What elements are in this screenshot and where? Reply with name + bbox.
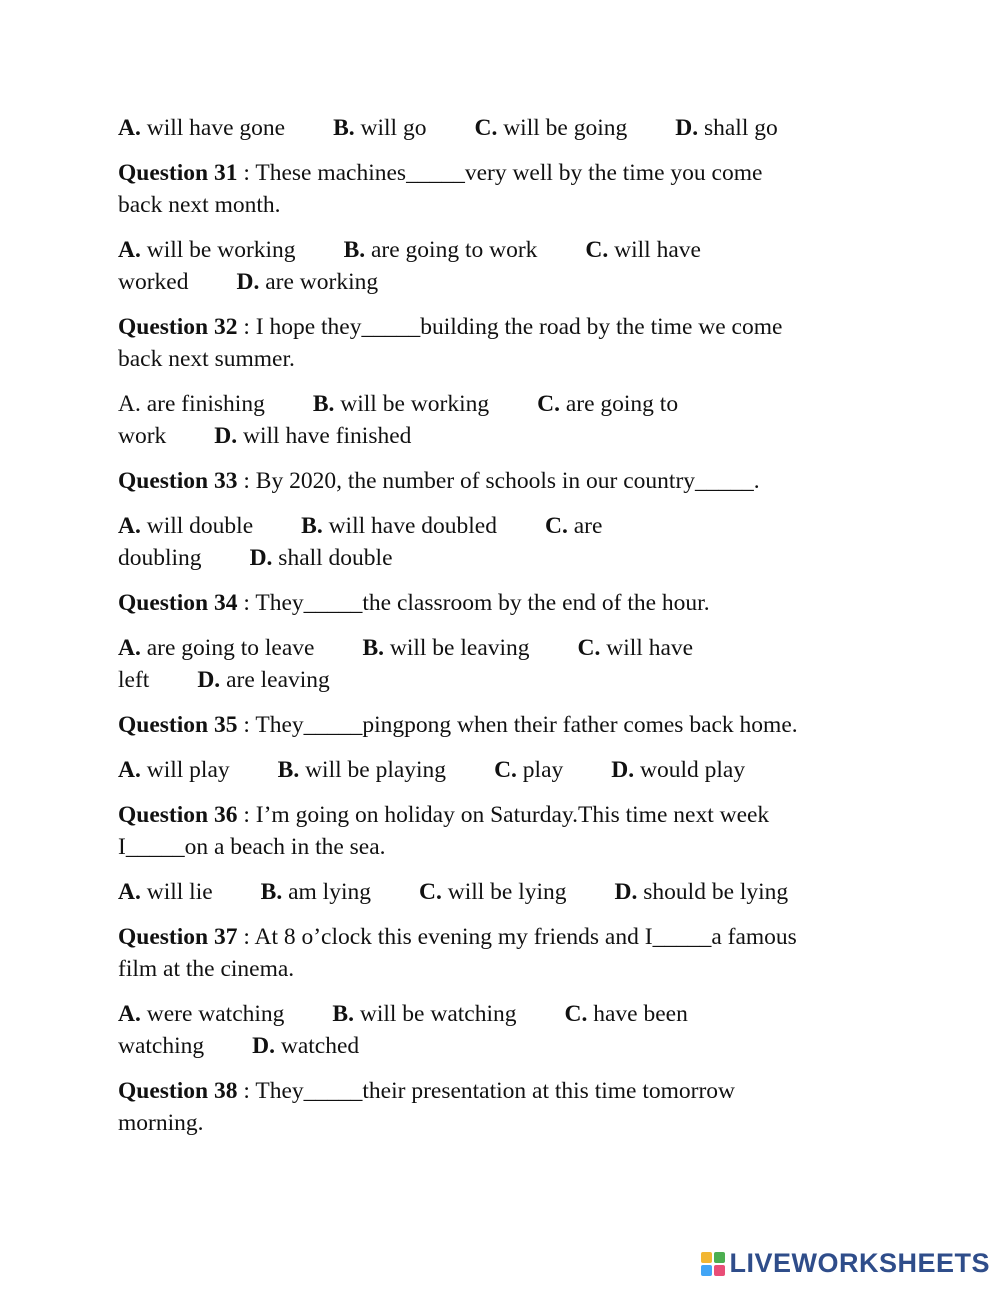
text-run: doubling bbox=[118, 545, 202, 571]
label-bold: C. bbox=[474, 115, 498, 141]
logo-square-4 bbox=[714, 1265, 725, 1276]
label-bold: D. bbox=[611, 757, 635, 783]
text-run: will be leaving bbox=[384, 635, 530, 661]
logo-square-2 bbox=[714, 1252, 725, 1263]
text-line bbox=[118, 343, 888, 375]
text-run: will be working bbox=[334, 391, 490, 417]
text-run: work bbox=[118, 423, 167, 449]
line-gap bbox=[118, 497, 888, 510]
text-line bbox=[118, 831, 888, 863]
label-bold: B. bbox=[260, 879, 283, 905]
text-run: will have doubled bbox=[322, 513, 497, 539]
text-run: are going to bbox=[559, 391, 679, 417]
label-bold: C. bbox=[544, 513, 568, 539]
text-line bbox=[118, 266, 888, 298]
line-gap bbox=[118, 1062, 888, 1075]
label-bold: Question 31 bbox=[118, 160, 238, 186]
label-bold: B. bbox=[301, 513, 323, 539]
label-bold: Question 32 bbox=[118, 314, 238, 340]
text-run: watching bbox=[118, 1033, 205, 1059]
text-line bbox=[118, 664, 888, 696]
text-line bbox=[118, 234, 888, 266]
text-run: : These machines_____very well by the time you come bbox=[237, 160, 763, 186]
label-bold: A. bbox=[118, 635, 141, 661]
text-run: : They_____pingpong when their father comes back home. bbox=[237, 712, 798, 738]
text-run: will play bbox=[140, 757, 230, 783]
label-bold: Question 33 bbox=[118, 468, 238, 494]
text-line bbox=[118, 1107, 888, 1139]
line-gap bbox=[118, 375, 888, 388]
logo-square-1 bbox=[701, 1252, 712, 1263]
text-run: will have bbox=[608, 237, 701, 263]
text-run: I_____on a beach in the sea. bbox=[118, 834, 386, 860]
liveworksheets-logo-icon bbox=[701, 1252, 725, 1276]
text-run: will go bbox=[354, 115, 427, 141]
label-bold: B. bbox=[333, 115, 355, 141]
text-run: A. are finishing bbox=[118, 391, 265, 417]
text-line bbox=[118, 542, 888, 574]
text-run: back next summer. bbox=[118, 346, 295, 372]
line-gap bbox=[118, 298, 888, 311]
text-line bbox=[118, 112, 888, 144]
label-bold: A. bbox=[118, 513, 141, 539]
text-line bbox=[118, 587, 888, 619]
label-bold: Question 36 bbox=[118, 802, 238, 828]
text-run: will have gone bbox=[140, 115, 286, 141]
text-run: : They_____the classroom by the end of the hour. bbox=[237, 590, 710, 616]
text-run: will be lying bbox=[441, 879, 567, 905]
label-bold: Question 35 bbox=[118, 712, 238, 738]
text-run: are leaving bbox=[220, 667, 330, 693]
label-bold: C. bbox=[537, 391, 560, 417]
text-run: would play bbox=[634, 757, 746, 783]
text-run: will be playing bbox=[299, 757, 447, 783]
text-run: will lie bbox=[140, 879, 213, 905]
liveworksheets-brand bbox=[701, 1248, 990, 1279]
text-line bbox=[118, 998, 888, 1030]
text-run: will have finished bbox=[237, 423, 412, 449]
text-run: will be working bbox=[140, 237, 296, 263]
text-line bbox=[118, 799, 888, 831]
label-bold: D. bbox=[614, 879, 638, 905]
text-line bbox=[118, 388, 888, 420]
label-bold: C. bbox=[494, 757, 517, 783]
line-gap bbox=[118, 696, 888, 709]
text-line bbox=[118, 632, 888, 664]
text-line bbox=[118, 311, 888, 343]
text-line bbox=[118, 420, 888, 452]
text-run: were watching bbox=[140, 1001, 285, 1027]
label-bold: B. bbox=[332, 1001, 354, 1027]
text-line bbox=[118, 709, 888, 741]
text-line bbox=[118, 465, 888, 497]
text-run: film at the cinema. bbox=[118, 956, 295, 982]
label-bold: D. bbox=[236, 269, 260, 295]
text-run: will double bbox=[140, 513, 254, 539]
text-run: am lying bbox=[282, 879, 371, 905]
worksheet-content bbox=[118, 112, 888, 1139]
label-bold: A. bbox=[118, 1001, 141, 1027]
label-bold: Question 37 bbox=[118, 924, 238, 950]
label-bold: C. bbox=[564, 1001, 588, 1027]
label-bold: A. bbox=[118, 237, 141, 263]
label-bold: B. bbox=[362, 635, 384, 661]
text-line bbox=[118, 157, 888, 189]
text-run: are working bbox=[259, 269, 379, 295]
label-bold: A. bbox=[118, 115, 141, 141]
text-line bbox=[118, 510, 888, 542]
label-bold: B. bbox=[277, 757, 300, 783]
text-line bbox=[118, 1075, 888, 1107]
line-gap bbox=[118, 908, 888, 921]
line-gap bbox=[118, 221, 888, 234]
label-bold: D. bbox=[675, 115, 699, 141]
line-gap bbox=[118, 786, 888, 799]
line-gap bbox=[118, 574, 888, 587]
label-bold: C. bbox=[419, 879, 442, 905]
text-run: back next month. bbox=[118, 192, 281, 218]
text-line bbox=[118, 953, 888, 985]
label-bold: D. bbox=[214, 423, 238, 449]
line-gap bbox=[118, 741, 888, 754]
label-bold: D. bbox=[252, 1033, 275, 1059]
label-bold: D. bbox=[249, 545, 273, 571]
label-bold: Question 34 bbox=[118, 590, 238, 616]
text-run: watched bbox=[275, 1033, 360, 1059]
text-run: will have bbox=[600, 635, 694, 661]
line-gap bbox=[118, 863, 888, 876]
text-run: are going to work bbox=[365, 237, 538, 263]
text-run: shall go bbox=[698, 115, 778, 141]
label-bold: B. bbox=[343, 237, 366, 263]
logo-square-3 bbox=[701, 1265, 712, 1276]
text-run: : At 8 o’clock this evening my friends and I_____a famous bbox=[237, 924, 797, 950]
text-run: worked bbox=[118, 269, 189, 295]
label-bold: B. bbox=[312, 391, 335, 417]
label-bold: Question 38 bbox=[118, 1078, 238, 1104]
line-gap bbox=[118, 619, 888, 632]
text-run: will be going bbox=[497, 115, 628, 141]
text-run: : I hope they_____building the road by the time we come bbox=[237, 314, 783, 340]
text-run: : They_____their presentation at this time tomorrow bbox=[237, 1078, 736, 1104]
label-bold: A. bbox=[118, 879, 141, 905]
text-run: shall double bbox=[272, 545, 393, 571]
text-run: will be watching bbox=[353, 1001, 517, 1027]
text-run: are bbox=[567, 513, 603, 539]
text-line bbox=[118, 1030, 888, 1062]
text-run: : I’m going on holiday on Saturday.This time next week bbox=[237, 802, 770, 828]
line-gap bbox=[118, 985, 888, 998]
label-bold: A. bbox=[118, 757, 141, 783]
label-bold: C. bbox=[577, 635, 601, 661]
text-line bbox=[118, 754, 888, 786]
text-run: : By 2020, the number of schools in our country_____. bbox=[237, 468, 760, 494]
text-run: play bbox=[516, 757, 564, 783]
text-line bbox=[118, 876, 888, 908]
text-run: have been bbox=[587, 1001, 688, 1027]
brand-name: LIVEWORKSHEETS bbox=[729, 1248, 990, 1278]
text-line bbox=[118, 189, 888, 221]
text-run: morning. bbox=[118, 1110, 204, 1136]
text-line bbox=[118, 921, 888, 953]
text-run: should be lying bbox=[637, 879, 789, 905]
label-bold: C. bbox=[585, 237, 609, 263]
line-gap bbox=[118, 452, 888, 465]
text-run: are going to leave bbox=[140, 635, 315, 661]
label-bold: D. bbox=[197, 667, 221, 693]
text-run: left bbox=[118, 667, 150, 693]
line-gap bbox=[118, 144, 888, 157]
